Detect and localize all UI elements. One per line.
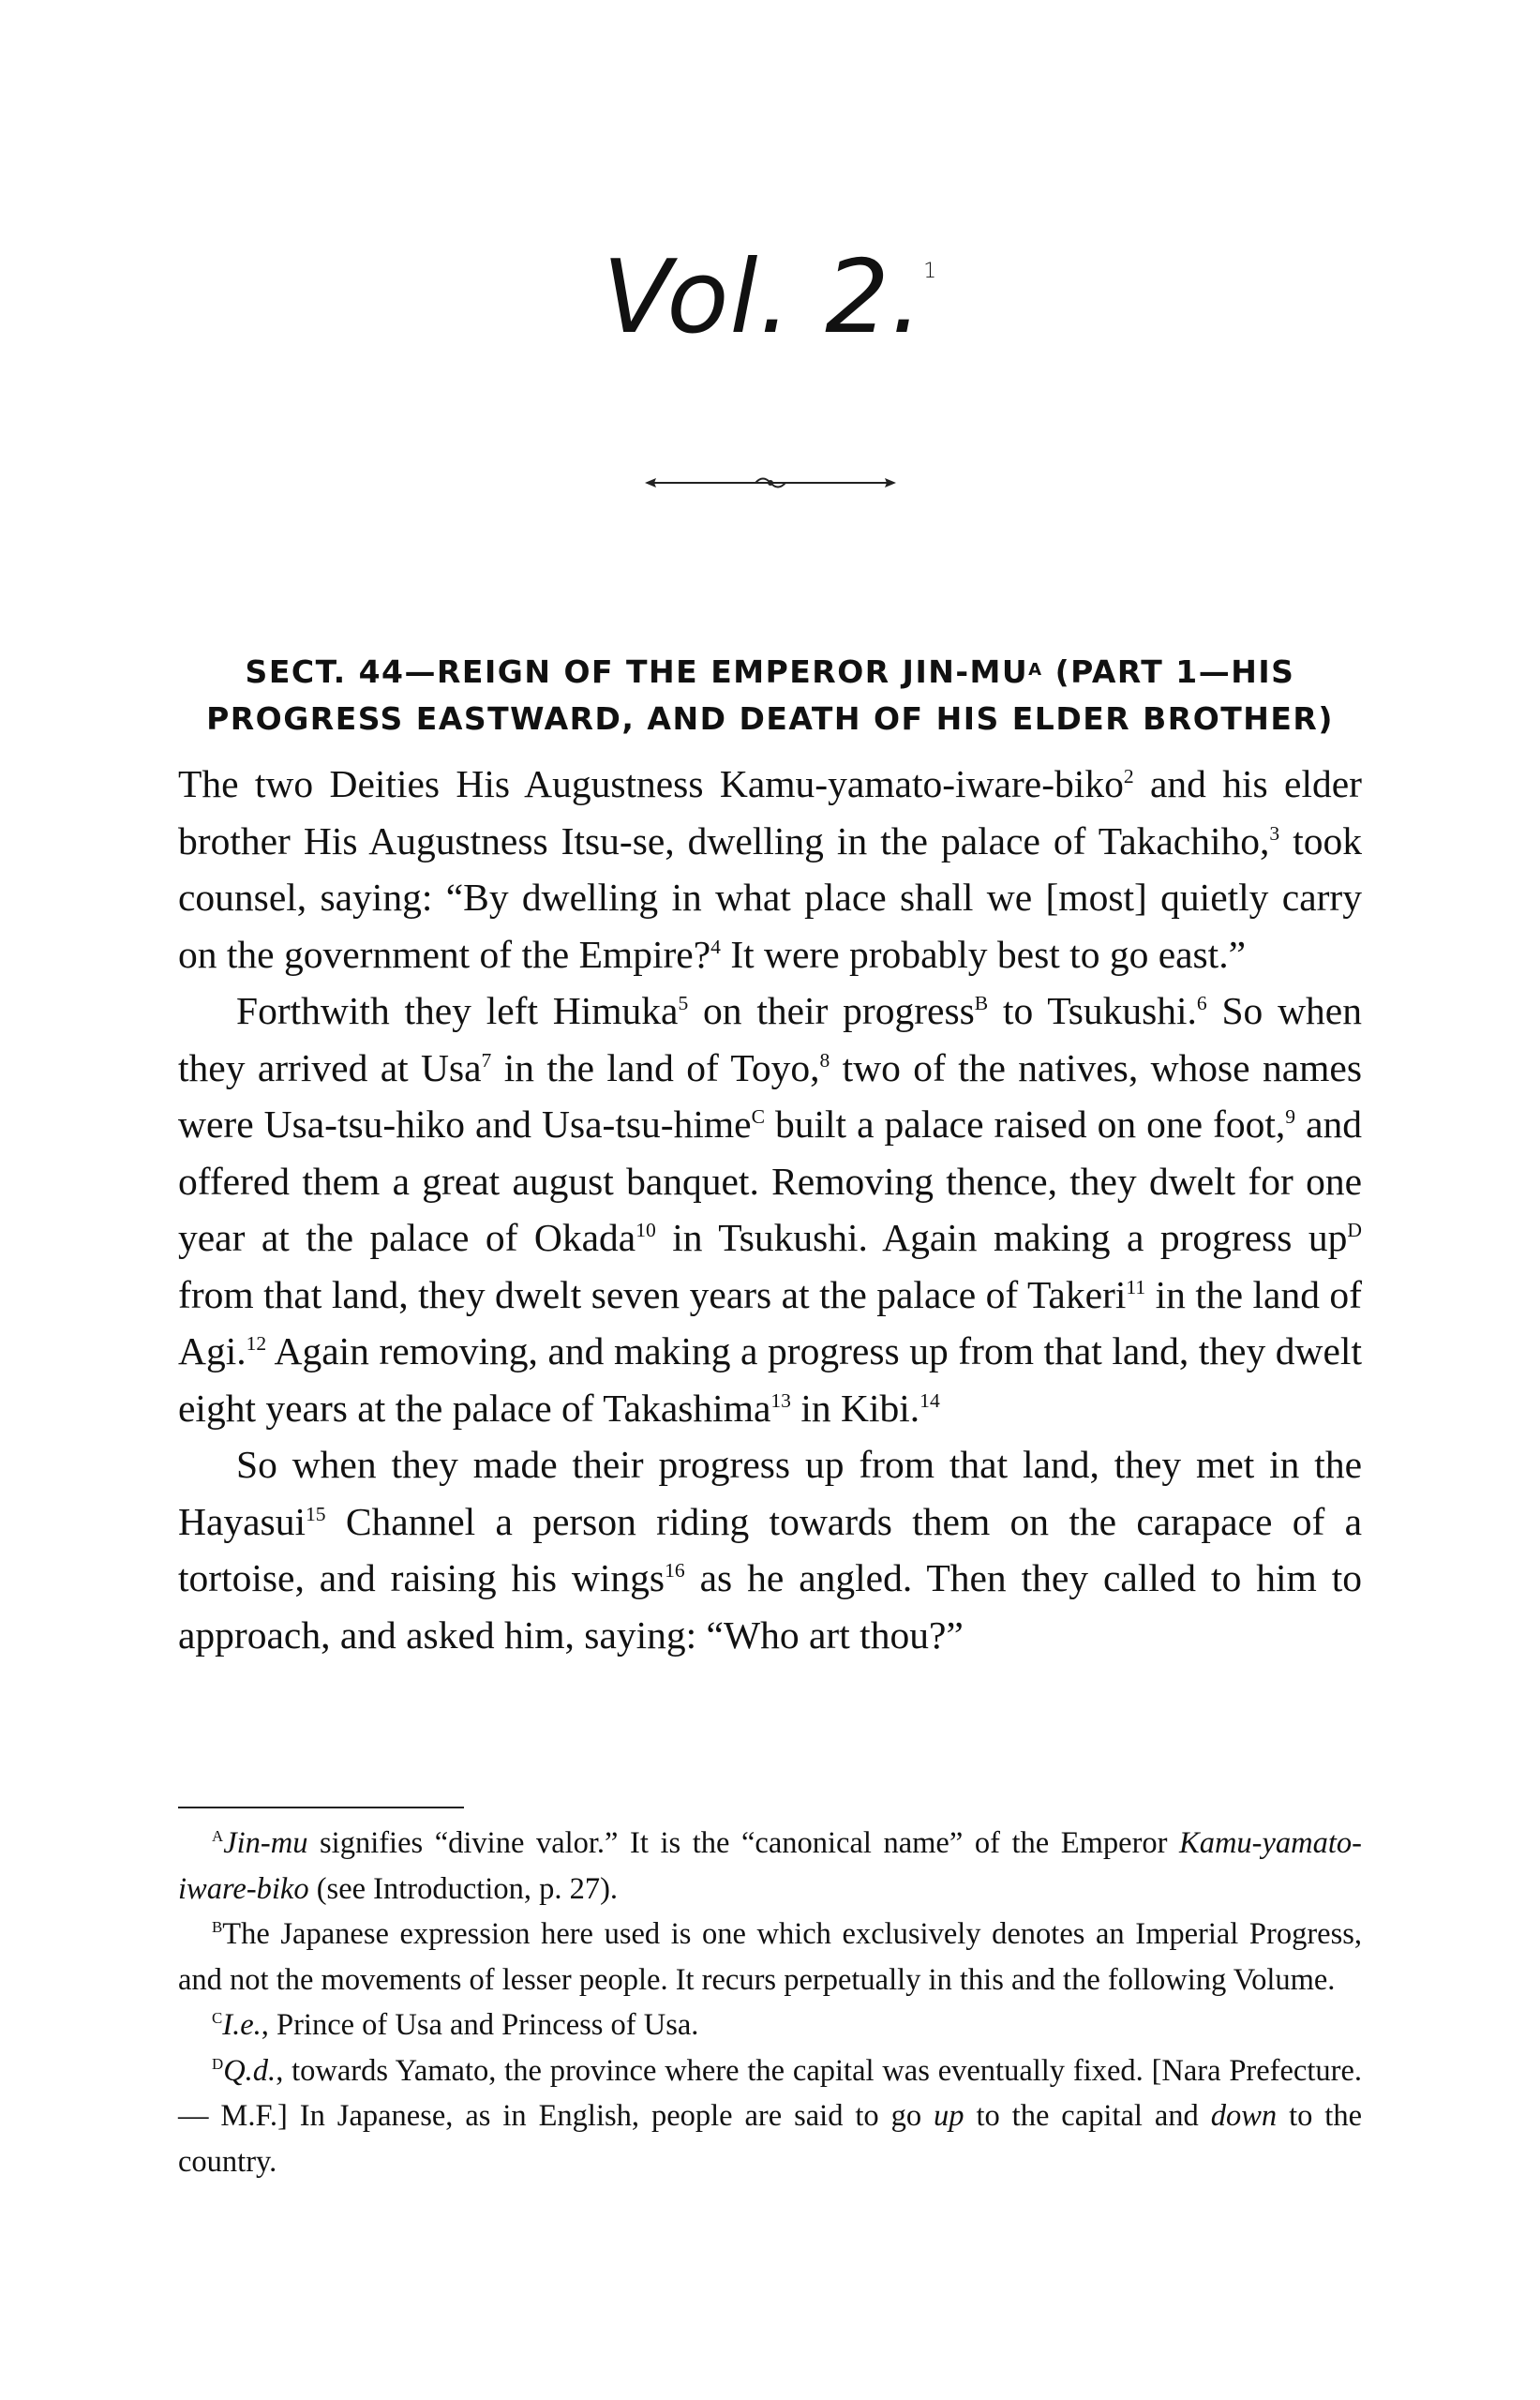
text-run: built a palace raised on one foot, <box>764 1102 1286 1146</box>
note-ref: 16 <box>665 1559 685 1582</box>
italic-run: Jin-mu <box>223 1826 308 1860</box>
note-ref: 5 <box>678 992 689 1015</box>
note-ref: 12 <box>246 1332 267 1356</box>
footnote-b <box>178 1912 1362 2002</box>
text-run: Again removing, and making a progress up from that land, they dwelt eight years at the palace of Takashima <box>178 1329 1362 1430</box>
heading-text: (PART 1—HIS <box>1042 653 1295 690</box>
text-run: to the capital and <box>964 2099 1211 2133</box>
text-run: So when they made their progress up from that land, they met in the Hayasui <box>178 1443 1362 1543</box>
italic-run: I.e. <box>222 2008 262 2042</box>
text-run: in Tsukushi. Again making a progress up <box>655 1216 1348 1259</box>
footnote-mark: A <box>212 1827 224 1846</box>
text-run: to Tsukushi. <box>988 989 1197 1032</box>
text-run: signifies “divine valor.” It is the “canonical name” of the Emperor <box>307 1826 1180 1860</box>
volume-title-note-ref: 1 <box>923 260 938 283</box>
text-run: and his elder brother His Augustness Itsu-se, dwelling in the palace of Takachiho, <box>178 762 1362 862</box>
note-ref: 14 <box>920 1388 940 1412</box>
italic-run: Q.d. <box>223 2053 277 2088</box>
note-ref: C <box>751 1105 765 1129</box>
text-run: as he angled. Then they called to him to approach, and asked him, saying: “Who art thou?” <box>178 1556 1362 1657</box>
text-run: to the country. <box>178 2099 1363 2179</box>
note-ref: 9 <box>1285 1105 1296 1129</box>
footnote-d <box>178 2048 1362 2185</box>
footnote-rule <box>178 1807 464 1808</box>
note-ref: 11 <box>1126 1275 1146 1298</box>
section-heading-line-1 <box>178 649 1362 696</box>
text-run: two of the natives, whose names were Usa-tsu-hiko and Usa-tsu-hime <box>178 1045 1362 1146</box>
footnote-mark: B <box>212 1918 223 1937</box>
text-run: in Kibi. <box>790 1386 920 1430</box>
note-ref: 2 <box>1123 765 1134 788</box>
note-ref: 3 <box>1269 821 1280 845</box>
ornament-divider <box>643 469 898 497</box>
italic-run: Kamu-yamato-iware-biko <box>178 1826 1362 1906</box>
italic-run: up <box>934 2099 964 2133</box>
note-ref: D <box>1347 1219 1362 1242</box>
note-ref: 4 <box>710 935 721 958</box>
footnote-mark: C <box>212 2009 223 2028</box>
text-run: and offered them a great august banquet. Removing thence, they dwelt for one year at the palace of Okada <box>178 1102 1363 1259</box>
heading-text: SECT. 44—REIGN OF THE EMPEROR JIN-MU <box>245 653 1029 690</box>
note-ref: 15 <box>306 1502 326 1525</box>
text-run: from that land, they dwelt seven years at the palace of Takeri <box>178 1272 1127 1316</box>
text-run: Channel a person riding towards them on the carapace of a tortoise, and raising his wings <box>178 1499 1362 1599</box>
volume-title-text: Vol. 2. <box>602 239 924 356</box>
footnotes <box>178 1821 1362 2184</box>
text-run: The Japanese expression here used is one which exclusively denotes an Imperial Progress, and not the movements of lesser people. It recurs perpetually in this and the following Volume. <box>178 1917 1362 1997</box>
paragraph-3 <box>178 1436 1362 1663</box>
body-text <box>178 756 1362 1663</box>
note-ref: 7 <box>481 1048 492 1072</box>
paragraph-1 <box>178 756 1362 982</box>
italic-run: down <box>1210 2099 1278 2133</box>
text-run: in the land of Agi. <box>178 1272 1362 1372</box>
section-heading-line-2: PROGRESS EASTWARD, AND DEATH OF HIS ELDER BROTHER) <box>206 700 1334 737</box>
text-run: (see Introduction, p. 27). <box>308 1871 619 1906</box>
heading-note-ref: A <box>1028 660 1043 680</box>
note-ref: 6 <box>1196 992 1207 1015</box>
text-run: on their progress <box>688 989 975 1032</box>
text-run: took counsel, saying: “By dwelling in what place shall we [most] quietly carry on the government of the Empire? <box>178 818 1362 976</box>
section-heading <box>178 649 1362 742</box>
paragraph-2 <box>178 982 1362 1436</box>
text-run: The two Deities His Augustness Kamu-yamato-iware-biko <box>178 762 1124 805</box>
note-ref: 10 <box>635 1219 656 1242</box>
footnote-a <box>178 1821 1362 1912</box>
note-ref: 8 <box>819 1048 830 1072</box>
text-run: Forthwith they left Himuka <box>236 989 679 1032</box>
text-run: So when they arrived at Usa <box>178 989 1362 1089</box>
text-run: in the land of Toyo, <box>491 1045 820 1089</box>
text-run: , Prince of Usa and Princess of Usa. <box>261 2008 699 2042</box>
text-run: , towards Yamato, the province where the capital was eventually fixed. [Nara Prefecture.— M.F.] In Japanese, as in English, people are said to go <box>178 2053 1362 2133</box>
volume-title <box>0 239 1540 356</box>
footnote-mark: D <box>212 2054 224 2073</box>
footnote-c <box>178 2002 1362 2048</box>
note-ref: 13 <box>770 1388 791 1412</box>
note-ref: B <box>974 992 989 1015</box>
text-run: It were probably best to go east.” <box>720 932 1247 976</box>
